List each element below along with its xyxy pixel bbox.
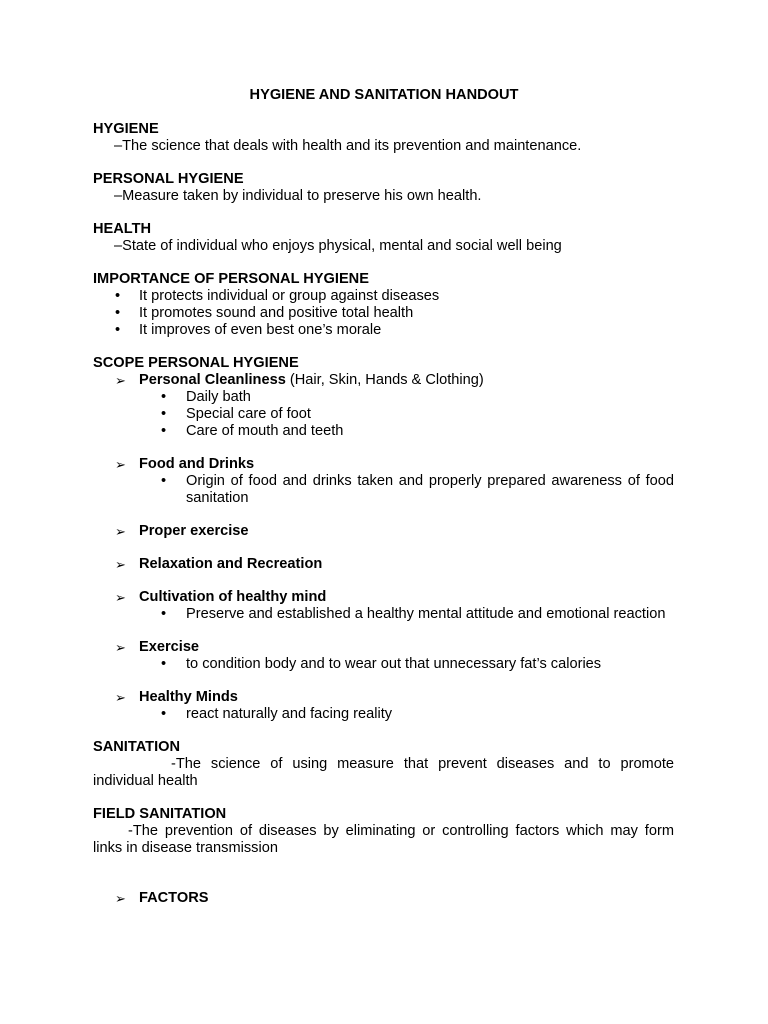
scope-group-title: Exercise [139,639,200,655]
scope-group-title: Proper exercise [139,523,249,539]
heading-field-sanitation: FIELD SANITATION [93,806,227,822]
scope-group-title: Cultivation of healthy mind [139,589,327,605]
bullet-icon: • [115,288,121,304]
bullet-icon: • [161,606,167,622]
definition-field-sanitation: -The prevention of diseases by eliminating or controlling factors which may form links in disease transmission [93,823,674,856]
list-item: • Care of mouth and teeth [161,423,344,439]
scope-group-food-and-drinks [93,456,674,507]
heading-hygiene: HYGIENE [93,121,159,137]
list-item: • It promotes sound and positive total health [115,305,414,321]
definition-hygiene: –The science that deals with health and its prevention and maintenance. [114,138,582,154]
arrow-bullet-icon: ➢ [115,557,126,572]
factors-item [93,890,674,907]
section-scope [93,355,674,723]
section-sanitation [93,739,674,790]
scope-group-title: Personal Cleanliness [139,372,286,388]
arrow-bullet-icon: ➢ [115,524,126,539]
document-body [93,121,674,907]
heading-scope: SCOPE PERSONAL HYGIENE [93,355,299,371]
arrow-bullet-icon: ➢ [115,457,126,472]
arrow-bullet-icon: ➢ [115,891,126,906]
definition-personal-hygiene: –Measure taken by individual to preserve his own health. [114,188,482,204]
scope-group-relaxation [93,556,674,573]
bullet-icon: • [161,423,167,439]
list-item: • Origin of food and drinks taken and properly prepared awareness of food sanitation [161,473,674,506]
section-importance [93,271,674,339]
list-item: • Preserve and established a healthy mental attitude and emotional reaction [161,606,666,622]
scope-group-healthy-minds [93,689,674,723]
section-field-sanitation [93,806,674,857]
heading-health: HEALTH [93,221,152,237]
document-title: HYGIENE AND SANITATION HANDOUT [249,87,519,103]
bullet-icon: • [161,473,167,489]
scope-group-title: Food and Drinks [139,456,255,472]
arrow-bullet-icon: ➢ [115,590,126,605]
scope-group-title: Relaxation and Recreation [139,556,323,572]
heading-sanitation: SANITATION [93,739,181,755]
list-item: • It improves of even best one’s morale [115,322,382,338]
scope-group-proper-exercise [93,523,674,540]
bullet-icon: • [161,389,167,405]
section-health [93,221,674,255]
list-item: • react naturally and facing reality [161,706,393,722]
importance-list [93,288,674,339]
list-item: • Daily bath [161,389,251,405]
arrow-bullet-icon: ➢ [115,640,126,655]
bullet-icon: • [161,656,167,672]
scope-group-healthy-mind [93,589,674,623]
list-item: • to condition body and to wear out that unnecessary fat’s calories [161,656,602,672]
scope-group-note: (Hair, Skin, Hands & Clothing) [285,372,484,388]
bullet-icon: • [115,322,121,338]
scope-group-exercise [93,639,674,673]
bullet-icon: • [161,406,167,422]
factors-label: FACTORS [139,890,209,906]
list-item: • It protects individual or group against diseases [115,288,440,304]
definition-sanitation: -The science of using measure that prevent diseases and to promote individual health [93,756,674,789]
section-personal-hygiene [93,171,674,205]
arrow-bullet-icon: ➢ [115,373,126,388]
arrow-bullet-icon: ➢ [115,690,126,705]
scope-group-personal-cleanliness [93,372,674,440]
definition-health: –State of individual who enjoys physical, mental and social well being [114,238,562,254]
heading-personal-hygiene: PERSONAL HYGIENE [93,171,244,187]
bullet-icon: • [161,706,167,722]
bullet-icon: • [115,305,121,321]
scope-group-title: Healthy Minds [139,689,238,705]
heading-importance: IMPORTANCE OF PERSONAL HYGIENE [93,271,369,287]
section-hygiene [93,121,674,155]
list-item: • Special care of foot [161,406,311,422]
